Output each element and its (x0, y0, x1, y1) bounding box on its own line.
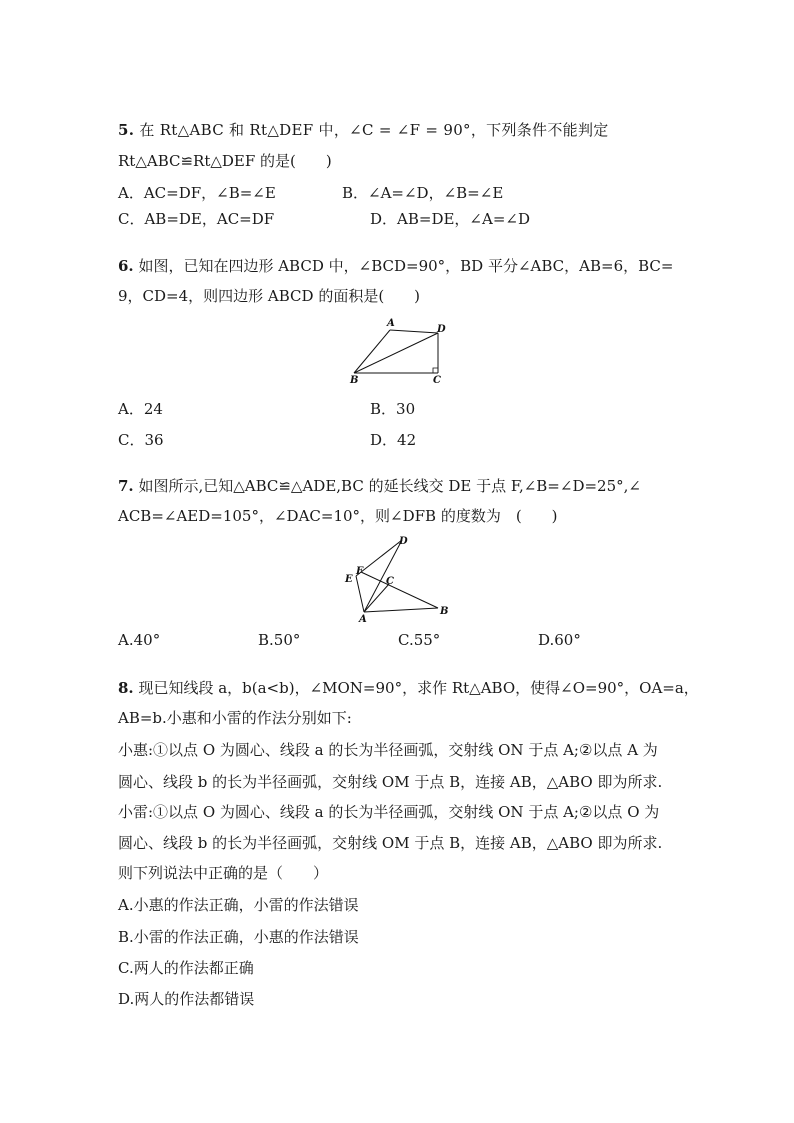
q7-option-c: C.55° (398, 631, 441, 649)
q7-number: 7. (118, 477, 134, 495)
q6-option-b: B．30 (370, 400, 416, 418)
q6-segment-ab (354, 330, 390, 373)
q6-segment-ad (390, 330, 438, 333)
q7-label-f: F (356, 566, 364, 577)
q6-option-a: A．24 (118, 400, 163, 418)
q6-label-c: C (433, 375, 441, 386)
q6-label-d: D (437, 324, 446, 335)
q5-option-d: D．AB=DE，∠A=∠D (370, 210, 530, 228)
q7-label-a: A (359, 614, 367, 625)
q7-segment-ab (364, 608, 438, 612)
q5-option-c: C．AB=DE，AC=DF (118, 210, 275, 228)
q8-line1 (118, 678, 699, 698)
q6-right-angle-mark (433, 368, 438, 373)
q8-xiaohui-2: 圆心、线段 b 的长为半径画弧，交射线 OM 于点 B，连接 AB，△ABO 即为所求. (118, 773, 663, 791)
q8-stem-2: AB=b.小惠和小雷的作法分别如下: (118, 709, 352, 727)
q8-number: 8. (118, 679, 134, 697)
q5-line1 (118, 120, 609, 140)
q5-option-b: B．∠A=∠D，∠B=∠E (342, 184, 504, 202)
q8-stem-1: 现已知线段 a，b(a<b)，∠MON=90°，求作 Rt△ABO，使得∠O=90°，OA=a， (138, 679, 699, 697)
q7-stem-1: 如图所示,已知△ABC≌△ADE,BC 的延长线交 DE 于点 F,∠B=∠D=25°,∠ (138, 477, 641, 495)
q7-segment-ae (356, 576, 364, 612)
q6-line1 (118, 256, 673, 276)
q7-figure (340, 532, 460, 624)
q8-xiaolei-1: 小雷:①以点 O 为圆心、线段 a 的长为半径画弧，交射线 ON 于点 A;②以点 O 为 (118, 803, 660, 821)
q6-stem-1: 如图，已知在四边形 ABCD 中，∠BCD=90°，BD 平分∠ABC，AB=6，BC= (138, 257, 674, 275)
q7-label-e: E (345, 574, 353, 585)
q6-stem-2: 9，CD=4，则四边形 ABCD 的面积是( ) (118, 287, 421, 305)
q6-option-d: D．42 (370, 431, 417, 449)
q6-segment-bd (354, 333, 438, 373)
q6-figure (340, 318, 460, 386)
q7-label-d: D (399, 536, 408, 547)
q7-option-b: B.50° (258, 631, 301, 649)
q8-option-a: A.小惠的作法正确，小雷的作法错误 (118, 896, 359, 914)
q5-stem-2: Rt△ABC≌Rt△DEF 的是( ) (118, 152, 332, 170)
q6-label-b: B (350, 375, 359, 386)
q8-xiaohui-1: 小惠:①以点 O 为圆心、线段 a 的长为半径画弧，交射线 ON 于点 A;②以点 A 为 (118, 741, 658, 759)
q5-stem-1: 在 Rt△ABC 和 Rt△DEF 中，∠C = ∠F = 90°，下列条件不能判定 (139, 121, 609, 139)
q8-xiaolei-2: 圆心、线段 b 的长为半径画弧，交射线 OM 于点 B，连接 AB，△ABO 即为所求. (118, 834, 663, 852)
q7-option-a: A.40° (118, 631, 161, 649)
q8-question: 则下列说法中正确的是（ ） (118, 864, 329, 882)
q8-option-d: D.两人的作法都错误 (118, 990, 255, 1008)
q7-option-d: D.60° (538, 631, 581, 649)
q7-label-b: B (440, 606, 449, 617)
q5-number: 5. (118, 121, 135, 139)
q7-line1 (118, 476, 641, 496)
q6-number: 6. (118, 257, 134, 275)
q6-option-c: C．36 (118, 431, 164, 449)
q7-stem-2: ACB=∠AED=105°，∠DAC=10°，则∠DFB 的度数为 ( ) (118, 507, 558, 525)
q8-option-c: C.两人的作法都正确 (118, 959, 254, 977)
q8-option-b: B.小雷的作法正确，小惠的作法错误 (118, 928, 359, 946)
q7-label-c: C (386, 576, 394, 587)
q6-label-a: A (387, 318, 395, 329)
q5-option-a: A．AC=DF，∠B=∠E (118, 184, 276, 202)
